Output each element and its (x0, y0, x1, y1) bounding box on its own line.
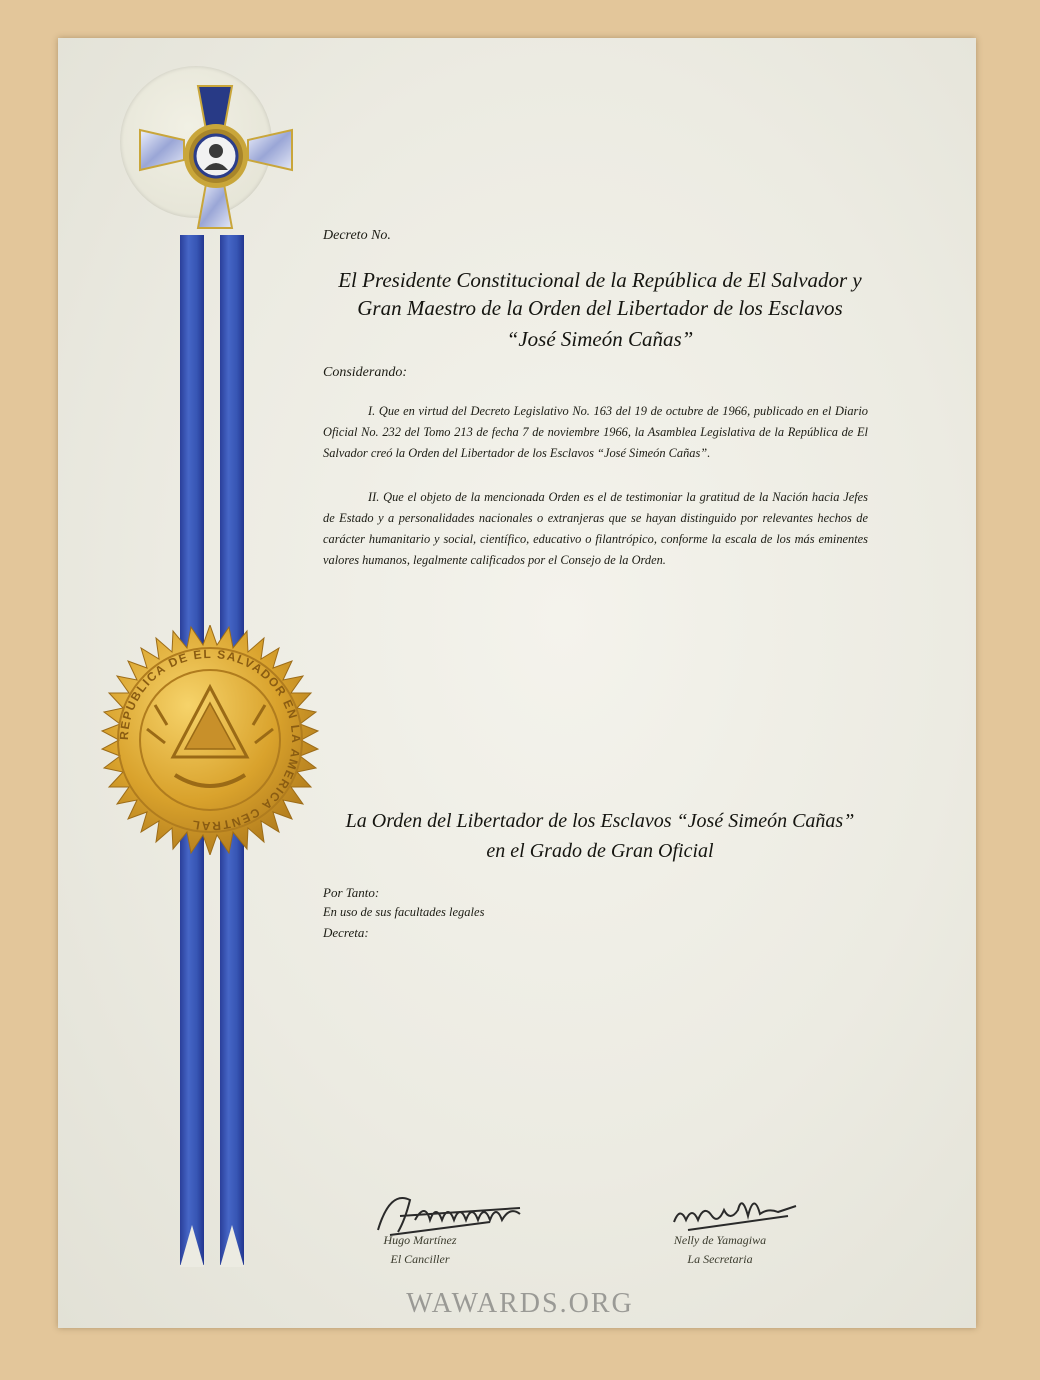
ribbon-right-notch (220, 1225, 244, 1267)
heading-line-2: Gran Maestro de la Orden del Libertador de los Esclavos (357, 296, 843, 320)
considering-paragraph-1: I. Que en virtud del Decreto Legislativo No. 163 del 19 de octubre de 1966, publicado en el Diario Oficial No. 232 del Tomo 213 de fecha 7 de noviembre 1966, la Asamblea Legislativa de la República de El Salvador creó la Orden del Libertador de los Esclavos “José Simeón Cañas”. (323, 404, 868, 460)
order-title-line-1: La Orden del Libertador de los Esclavos “José Simeón Cañas” (345, 810, 855, 832)
order-cross-medal-icon (132, 78, 300, 246)
signature-canciller (370, 1180, 540, 1240)
signatory-2-role: La Secretaria (687, 1252, 753, 1266)
heading-line-3: “José Simeón Cañas” (506, 327, 694, 351)
decrees-label: Decreta: (323, 925, 369, 940)
ribbon-left-notch (180, 1225, 204, 1267)
therefore-label: Por Tanto: (323, 885, 380, 900)
considering-paragraph-2: II. Que el objeto de la mencionada Orden es el de testimoniar la gratitud de la Nación hacia Jefes de Estado y a personalidades nacionales o extranjeras que se hayan distinguido por relevantes hechos de carácter humanitario y social, científico, educativo o filantrópico, conforme la escala de los más eminentes valores humanos, legalmente calificados por el Consejo de la Orden. (323, 490, 868, 567)
considering-label: Considerando: (323, 365, 407, 380)
heading-line-1: El Presidente Constitucional de la República de El Salvador y (338, 268, 862, 292)
decree-number-label: Decreto No. (323, 228, 391, 243)
order-title-line-2: en el Grado de Gran Oficial (486, 840, 714, 862)
gold-state-seal-icon (95, 625, 325, 855)
watermark: WAWARDS.ORG (406, 1288, 634, 1319)
signatory-2-name: Nelly de Yamagiwa (673, 1233, 767, 1247)
signatory-1-name: Hugo Martínez (383, 1233, 457, 1247)
faculties-text: En uso de sus facultades legales (323, 905, 485, 919)
signature-secretaria (668, 1186, 808, 1236)
signatory-1-role: El Canciller (390, 1252, 450, 1266)
seal-ring-text: REPUBLICA DE EL SALVADOR EN LA AMERICA CENTRAL (116, 646, 304, 834)
